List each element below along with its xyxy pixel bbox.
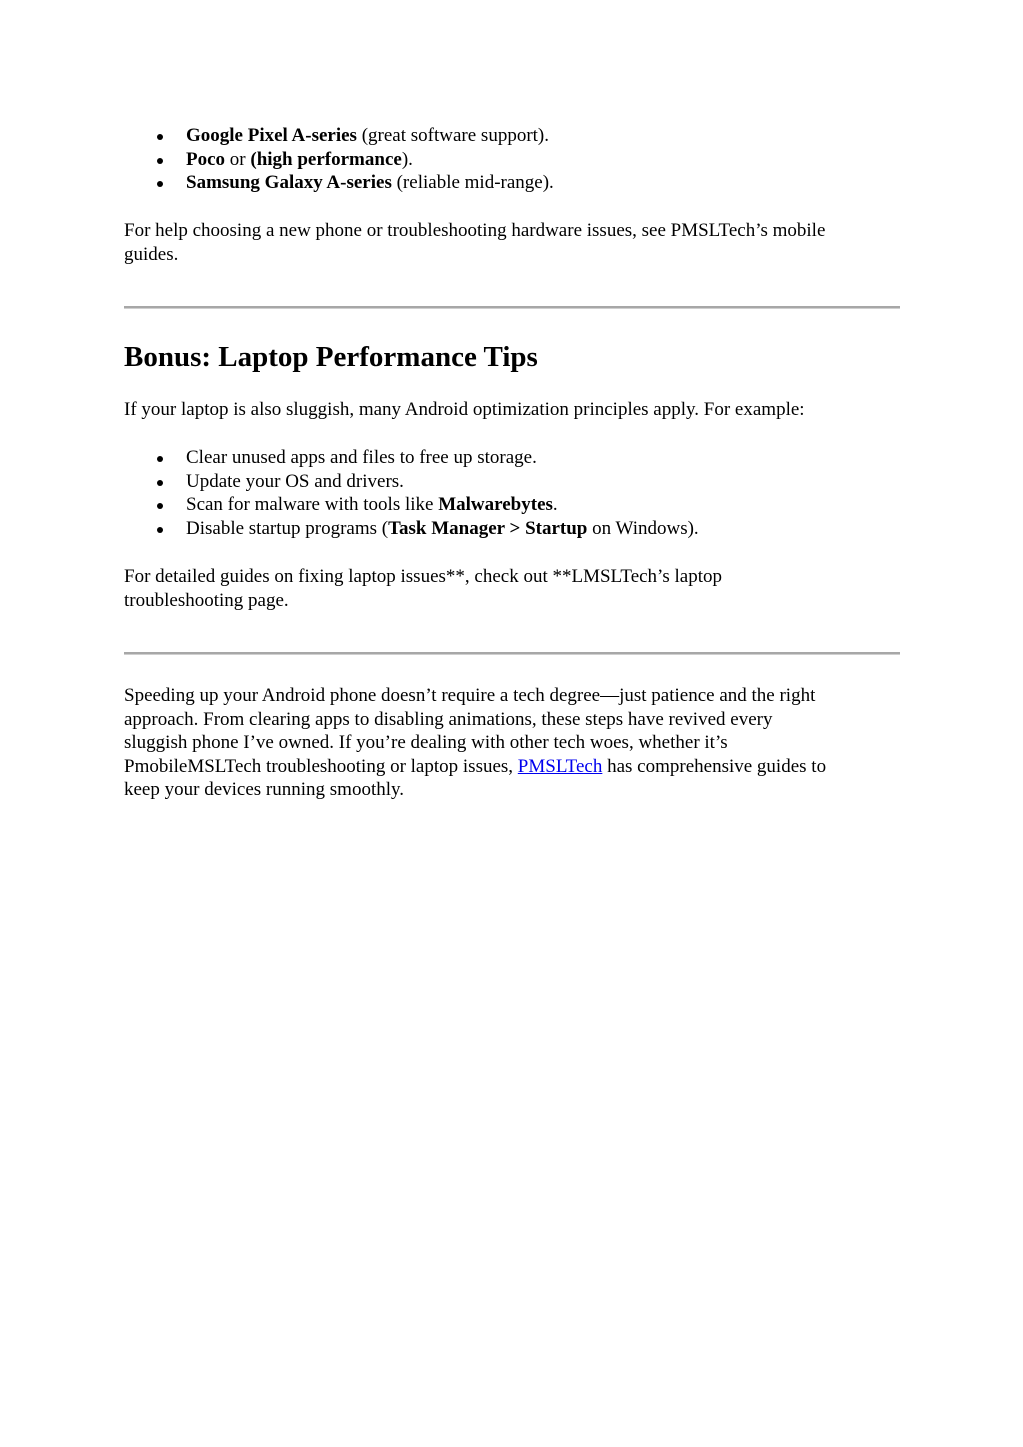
list-item: Poco or (high performance). <box>124 148 900 172</box>
phone-name: Poco <box>186 148 226 170</box>
horizontal-divider <box>124 652 900 655</box>
laptop-detail-paragraph: For detailed guides on fixing laptop issues**, check out **LMSLTech’s laptop troubleshooting page. <box>124 566 722 611</box>
bullet-icon <box>157 527 163 533</box>
bullet-icon <box>157 158 163 164</box>
list-item: Disable startup programs (Task Manager > Startup on Windows). <box>124 517 900 541</box>
list-item: Google Pixel A-series (great software support). <box>124 124 900 148</box>
list-item: Update your OS and drivers. <box>124 470 900 494</box>
phone-recommendation-list <box>124 124 900 195</box>
bullet-icon <box>157 503 163 509</box>
phone-name: Samsung Galaxy A-series <box>186 172 392 194</box>
phone-name: Google Pixel A-series <box>186 125 357 146</box>
laptop-tips-list <box>124 446 900 540</box>
conclusion-paragraph: Speeding up your Android phone doesn’t require a tech degree—just patience and the right approach. From clearing apps to disabling animations, these steps have revived every sluggish phone I’ve owned. If you’re dealing with other tech woes, whether it’s PmobileMSLTech troubleshooting or laptop issues, PMSLTech has comprehensive guides to keep your devices running smoothly. <box>124 685 827 801</box>
pmsltech-link[interactable]: PMSLTech <box>517 755 603 777</box>
list-item: Samsung Galaxy A-series (reliable mid-range). <box>124 171 900 195</box>
list-item: Scan for malware with tools like Malwarebytes. <box>124 493 900 517</box>
section-heading: Bonus: Laptop Performance Tips <box>124 341 538 373</box>
list-item: Clear unused apps and files to free up storage. <box>124 446 900 470</box>
laptop-intro-paragraph: If your laptop is also sluggish, many Android optimization principles apply. For example: <box>124 399 805 420</box>
bullet-icon <box>157 480 163 486</box>
bullet-icon <box>157 181 163 187</box>
bullet-icon <box>157 456 163 462</box>
bullet-icon <box>157 134 163 140</box>
horizontal-divider <box>124 306 900 309</box>
help-paragraph: For help choosing a new phone or troubleshooting hardware issues, see PMSLTech’s mobile guides. <box>124 220 826 265</box>
